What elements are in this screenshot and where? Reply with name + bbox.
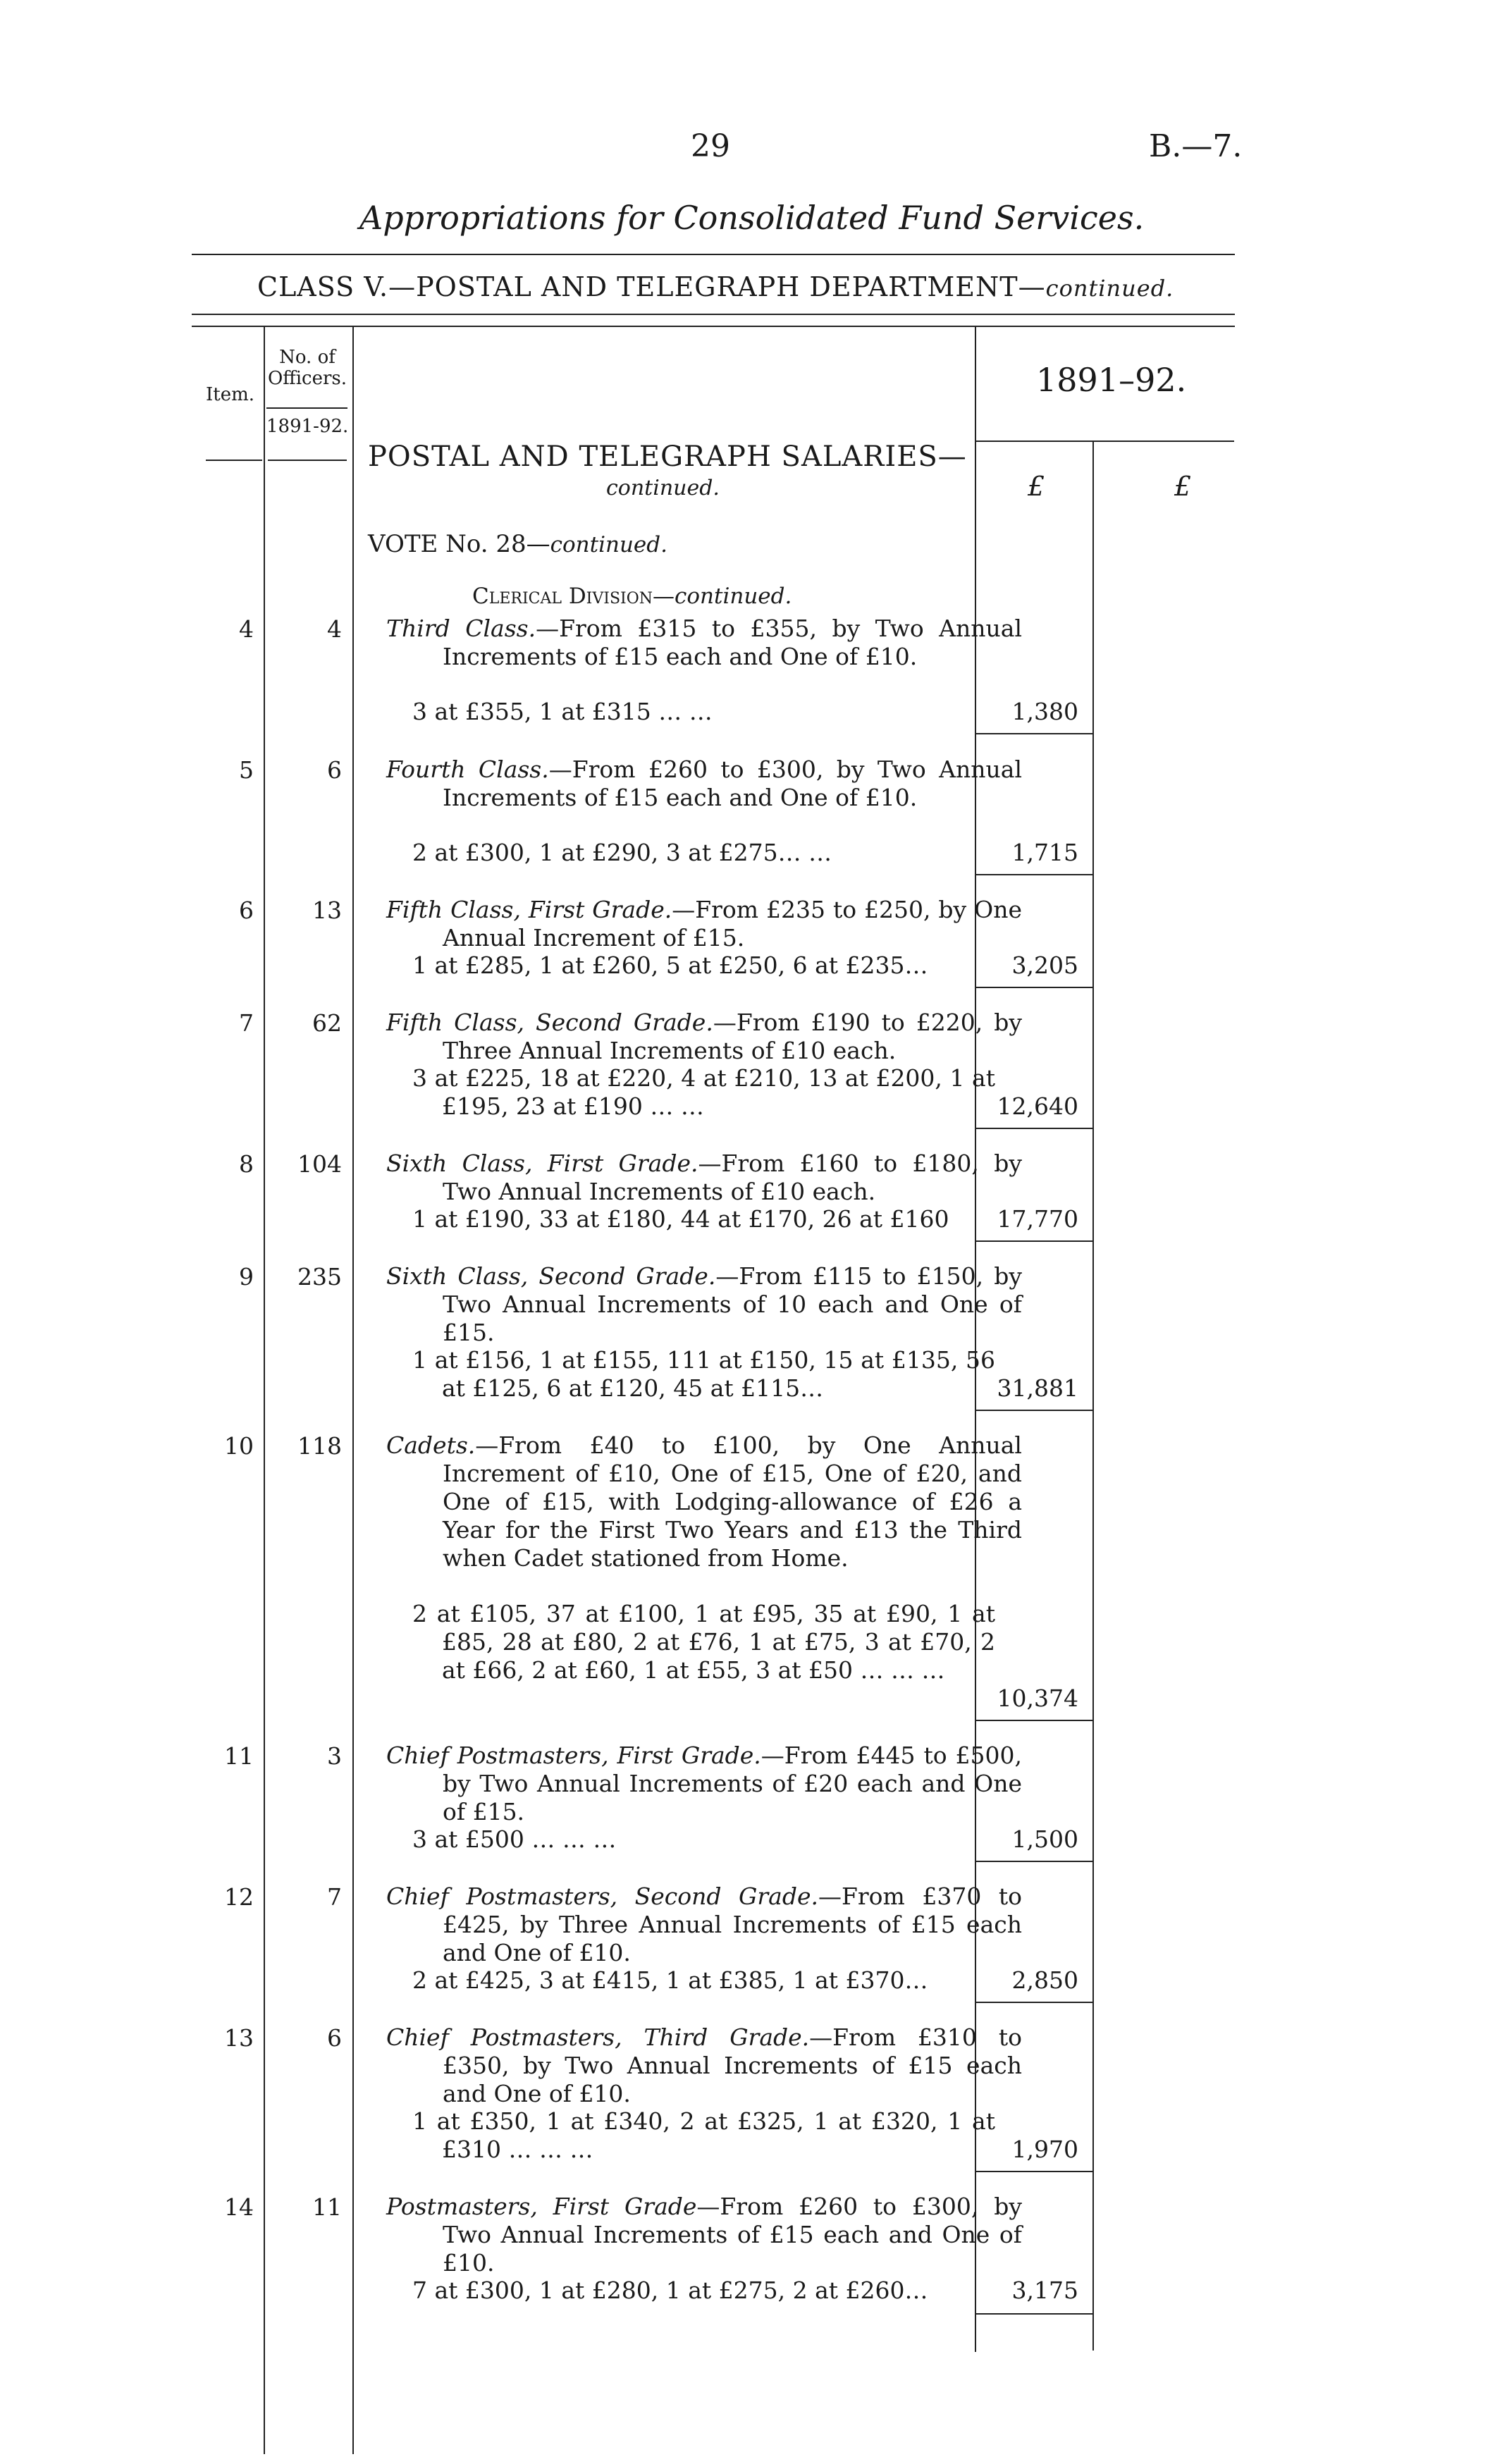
class-heading-text: CLASS V.—POSTAL AND TELEGRAPH DEPARTMENT—: [257, 271, 1046, 302]
header-officers-sub-rule: [266, 407, 347, 409]
item-description: [386, 1431, 1022, 1572]
item-amount: 3,205: [1011, 951, 1078, 979]
header-money-year: 1891–92.: [1036, 361, 1187, 399]
header-money-rule: [976, 441, 1234, 442]
item-amount: 12,640: [997, 1092, 1078, 1120]
item-detail: 1 at £190, 33 at £180, 44 at £170, 26 at £160: [412, 1205, 949, 1233]
item-desc-text: —From £40 to £100, by One Annual Increment of £10, One of £15, One of £20, and One of £15, with Lodging-allowance of £26 a Year for the First Two Years and £13 the Third when Cadet stationed from Home.: [443, 1431, 1022, 1572]
item-desc-text: —From £315 to £355, by Two Annual Increments of £15 each and One of £10.: [443, 615, 1023, 670]
division-heading: [472, 584, 792, 609]
item-description: [386, 1150, 1022, 1206]
item-desc-text: —From £260 to £300, by Two Annual Increments of £15 each and One of £10.: [443, 2193, 1022, 2277]
item-number: 8: [239, 1150, 254, 1178]
item-detail: 2 at £300, 1 at £290, 3 at £275… …: [412, 839, 832, 866]
item-title: Chief Postmasters, Third Grade.: [386, 2023, 810, 2051]
item-description: [386, 896, 1022, 952]
item-detail: 3 at £225, 18 at £220, 4 at £210, 13 at £200, 1 at £195, 23 at £190 … …: [412, 1064, 995, 1120]
item-amount: 2,850: [1011, 1966, 1078, 1994]
amount-rule: [976, 1720, 1092, 1721]
item-number: 13: [224, 2024, 254, 2052]
item-detail: 2 at £425, 3 at £415, 1 at £385, 1 at £370…: [412, 1966, 928, 1994]
item-description: [386, 1742, 1022, 1826]
class-heading-continued: continued.: [1045, 275, 1174, 302]
amount-rule: [976, 874, 1092, 875]
vote-heading-continued: continued.: [550, 532, 667, 558]
item-detail: 3 at £500 … … …: [412, 1825, 617, 1853]
document-reference: B.—7.: [1149, 128, 1243, 164]
column-line-total: [1092, 441, 1094, 2351]
amount-rule: [976, 733, 1092, 734]
item-title: Chief Postmasters, First Grade.: [386, 1742, 761, 1769]
column-line-item: [264, 326, 265, 2454]
item-amount: 1,715: [1011, 839, 1078, 866]
amount-rule: [976, 1240, 1092, 1242]
officers-count: 62: [312, 1009, 342, 1037]
item-description: [386, 615, 1022, 671]
section-title: POSTAL AND TELEGRAPH SALARIES—: [368, 441, 967, 473]
amount-rule: [976, 1410, 1092, 1411]
pound-column-2-header: £: [1174, 471, 1192, 502]
item-amount: 1,500: [1011, 1825, 1078, 1853]
item-desc-text: —From £445 to £500, by Two Annual Increments of £20 each and One of £15.: [443, 1742, 1023, 1825]
officers-count: 13: [312, 897, 342, 924]
item-number: 12: [224, 1883, 254, 1911]
item-header-rule: [206, 460, 262, 461]
rule-above-class: [192, 254, 1235, 255]
item-number: 9: [239, 1263, 254, 1290]
item-amount: 31,881: [997, 1374, 1078, 1402]
item-title: Cadets.: [386, 1431, 476, 1459]
item-detail: 1 at £156, 1 at £155, 111 at £150, 15 at £135, 56 at £125, 6 at £120, 45 at £115…: [412, 1346, 995, 1402]
item-detail: 3 at £355, 1 at £315 … …: [412, 698, 713, 725]
header-officers-year: 1891-92.: [266, 416, 349, 437]
officers-count: 7: [327, 1883, 342, 1911]
item-desc-text: —From £160 to £180, by Two Annual Increments of £10 each.: [443, 1150, 1022, 1205]
class-heading: [257, 271, 1174, 302]
item-desc-text: —From £260 to £300, by Two Annual Increments of £15 each and One of £10.: [443, 756, 1022, 811]
item-amount: 3,175: [1011, 2277, 1078, 2304]
item-number: 10: [224, 1432, 254, 1460]
item-desc-text: —From £115 to £150, by Two Annual Increments of 10 each and One of £15.: [443, 1262, 1022, 1346]
officers-count: 6: [327, 2024, 342, 2052]
item-title: Chief Postmasters, Second Grade.: [386, 1883, 818, 1910]
item-amount: 17,770: [997, 1205, 1078, 1233]
item-number: 6: [239, 897, 254, 924]
item-amount: 1,970: [1011, 2136, 1078, 2163]
item-title: Fifth Class, First Grade.: [386, 896, 672, 923]
item-number: 14: [224, 2193, 254, 2221]
amount-rule: [976, 987, 1092, 988]
item-description: [386, 1009, 1022, 1065]
page-number: 29: [691, 128, 730, 164]
amount-rule: [976, 1128, 1092, 1129]
amount-rule: [976, 2313, 1092, 2315]
vote-heading: [368, 530, 667, 558]
item-title: Fifth Class, Second Grade.: [386, 1009, 713, 1036]
officers-count: 118: [297, 1432, 342, 1460]
item-detail: 2 at £105, 37 at £100, 1 at £95, 35 at £90, 1 at £85, 28 at £80, 2 at £76, 1 at £75, 3 at £70, 2 at £66, 2 at £60, 1 at £55, 3 at £50 … … …: [412, 1600, 995, 1684]
item-description: [386, 1262, 1022, 1347]
division-heading-continued: continued.: [675, 584, 792, 609]
amount-rule: [976, 2171, 1092, 2172]
item-amount: 1,380: [1011, 698, 1078, 725]
division-heading-text: Clerical Division—: [472, 584, 675, 609]
officers-header-rule: [268, 460, 347, 461]
item-number: 11: [224, 1742, 254, 1770]
vote-heading-text: VOTE No. 28—: [368, 530, 550, 558]
item-title: Sixth Class, Second Grade.: [386, 1262, 716, 1290]
item-description: [386, 2193, 1022, 2277]
item-detail: 1 at £285, 1 at £260, 5 at £250, 6 at £235…: [412, 951, 928, 979]
item-desc-text: —From £370 to £425, by Three Annual Increments of £15 each and One of £10.: [443, 1883, 1022, 1966]
item-title: Sixth Class, First Grade.: [386, 1150, 698, 1177]
item-description: [386, 1883, 1022, 1967]
item-title: Fourth Class.: [386, 756, 549, 783]
officers-count: 11: [312, 2193, 342, 2221]
table-top-rule: [192, 326, 1235, 327]
header-item: Item.: [206, 384, 255, 405]
amount-rule: [976, 2002, 1092, 2003]
item-title: Postmasters, First Grade: [386, 2193, 697, 2220]
rule-below-class: [192, 314, 1235, 315]
section-title-continued: continued.: [606, 476, 720, 500]
officers-count: 235: [297, 1263, 342, 1290]
item-description: [386, 2023, 1022, 2108]
item-number: 5: [239, 756, 254, 784]
item-desc-text: —From £190 to £220, by Three Annual Increments of £10 each.: [443, 1009, 1022, 1064]
officers-count: 3: [327, 1742, 342, 1770]
officers-count: 104: [297, 1150, 342, 1178]
amount-rule: [976, 1861, 1092, 1862]
item-description: [386, 756, 1022, 812]
item-detail: 7 at £300, 1 at £280, 1 at £275, 2 at £260…: [412, 2277, 928, 2304]
item-number: 4: [239, 615, 254, 643]
item-title: Third Class.: [386, 615, 536, 642]
item-detail: 1 at £350, 1 at £340, 2 at £325, 1 at £320, 1 at £310 … … …: [412, 2107, 995, 2163]
item-desc-text: —From £235 to £250, by One Annual Increment of £15.: [443, 896, 1022, 951]
officers-count: 4: [327, 615, 342, 643]
page-subtitle: Appropriations for Consolidated Fund Services.: [359, 199, 1145, 237]
officers-count: 6: [327, 756, 342, 784]
column-line-officers: [352, 326, 354, 2454]
item-desc-text: —From £310 to £350, by Two Annual Increments of £15 each and One of £10.: [443, 2023, 1022, 2107]
item-amount: 10,374: [997, 1684, 1078, 1712]
pound-column-1-header: £: [1028, 471, 1045, 502]
item-number: 7: [239, 1009, 254, 1037]
header-no-of-officers: No. of Officers.: [267, 347, 347, 389]
